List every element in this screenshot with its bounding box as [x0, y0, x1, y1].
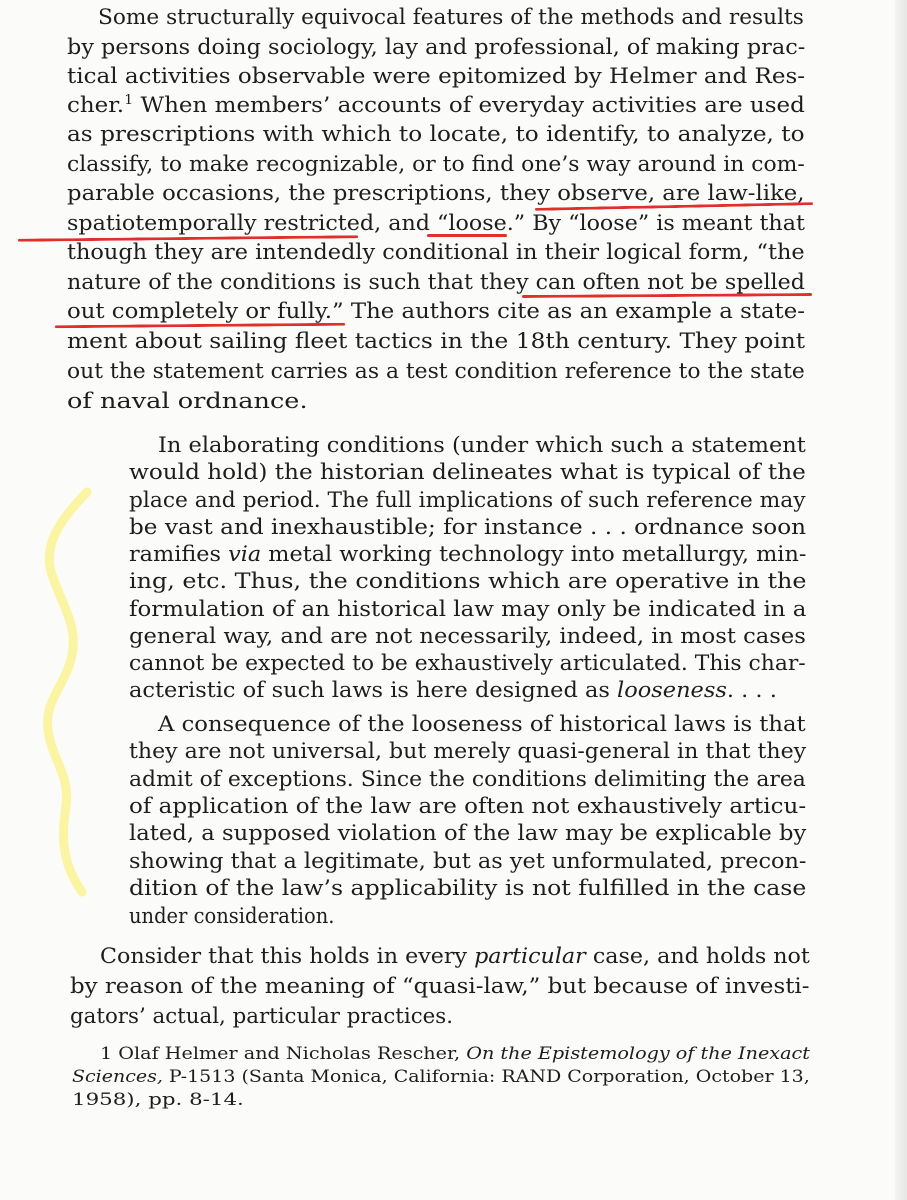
p1-line-4-rest: When members’ accounts of everyday activities are used: [140, 93, 805, 117]
p2-line-1: [100, 943, 810, 970]
p1-line-4: [67, 92, 805, 119]
p1-line-6: classify, to make recognizable, or to find one’s way around in com-: [67, 152, 805, 176]
p2-line-1-rest: case, and holds not: [585, 944, 810, 968]
footnote-authors: Olaf Helmer and Nicholas Rescher,: [112, 1044, 467, 1063]
quote-line-9: cannot be expected to be exhaustively articulated. This char-: [129, 651, 806, 675]
underline-loose: [427, 234, 507, 237]
quote-line-3: place and period. The full implications of such reference may: [129, 488, 806, 512]
p1-line-3: tical activities observable were epitomized by Helmer and Res-: [67, 64, 806, 88]
quote2-line-5: lated, a supposed violation of the law may be explicable by: [129, 821, 807, 845]
footnote-title-part-2: Sciences,: [72, 1067, 163, 1086]
italic-particular: particular: [474, 944, 586, 968]
quote-line-10: [129, 677, 777, 704]
italic-looseness: looseness: [617, 678, 727, 702]
footnote-line-3: 1958), pp. 8-14.: [72, 1090, 244, 1109]
quote-line-10-start: acteristic of such laws is here designed as: [129, 678, 618, 702]
quote2-line-7: dition of the law’s applicability is not fulfilled in the case: [129, 876, 807, 900]
p1-line-7: parable occasions, the prescriptions, they observe, are law-like,: [67, 181, 805, 205]
quote-line-7: formulation of an historical law may only be indicated in a: [129, 597, 807, 621]
p1-line-1: Some structurally equivocal features of the methods and results: [98, 5, 804, 29]
quote2-line-8: under consideration.: [129, 904, 335, 928]
p2-line-3: gators’ actual, particular practices.: [70, 1004, 453, 1028]
quote-line-1: In elaborating conditions (under which such a statement: [158, 433, 806, 457]
footnote-number: 1: [100, 1044, 113, 1063]
quote-line-4: be vast and inexhaustible; for instance . . . ordnance soon: [129, 515, 807, 539]
footnote-line-2: [72, 1066, 810, 1088]
p2-line-1-start: Consider that this holds in every: [100, 944, 475, 968]
p1-line-13: out the statement carries as a test condition reference to the state: [67, 359, 805, 383]
quote2-line-3: admit of exceptions. Since the conditions delimiting the area: [129, 767, 806, 791]
p1-line-8: spatiotemporally restricted, and “loose.” By “loose” is meant that: [67, 211, 805, 235]
p1-line-2: by persons doing sociology, lay and professional, of making prac-: [67, 35, 806, 59]
p1-line-12: ment about sailing fleet tactics in the 18th century. They point: [67, 329, 806, 353]
p1-line-9: though they are intendedly conditional in their logical form, “the: [67, 240, 805, 264]
quote-line-8: general way, and are not necessarily, indeed, in most cases: [129, 624, 806, 648]
quote-line-5: [129, 541, 806, 568]
quote2-line-2: they are not universal, but merely quasi-general in that they: [129, 739, 807, 763]
quote-line-5-rest: metal working technology into metallurgy, min-: [261, 542, 807, 566]
p1-line-5: as prescriptions with which to locate, to identify, to analyze, to: [67, 122, 805, 146]
p1-line-14: of naval ordnance.: [67, 389, 308, 413]
quote2-line-6: showing that a legitimate, but as yet unformulated, precon-: [129, 849, 807, 873]
italic-via: via: [228, 542, 262, 566]
quote2-line-4: of application of the law are often not exhaustively articu-: [129, 794, 807, 818]
quote-line-5-start: ramifies: [129, 542, 229, 566]
page-edge-shadow: [895, 0, 907, 1200]
footnote-title-part-1: On the Epistemology of the Inexact: [466, 1044, 810, 1063]
footnote-line-1: [100, 1043, 810, 1065]
quote-line-6: ing, etc. Thus, the conditions which are operative in the: [129, 569, 807, 593]
quote-line-2: would hold) the historian delineates what is typical of the: [129, 460, 806, 484]
footnote-ref-marker: 1: [124, 93, 134, 108]
quote2-line-1: A consequence of the looseness of historical laws is that: [158, 712, 806, 736]
p1-line-10: nature of the conditions is such that they can often not be spelled: [67, 270, 805, 294]
p1-line-11: out completely or fully.” The authors cite as an example a state-: [67, 299, 805, 323]
p2-line-2: by reason of the meaning of “quasi-law,” but because of investi-: [70, 974, 810, 998]
quote-line-10-end: . . . .: [726, 678, 777, 702]
footnote-publication: P-1513 (Santa Monica, California: RAND Corporation, October 13,: [162, 1067, 810, 1086]
highlighter-stroke: [48, 492, 87, 892]
p1-line-4-start: cher.: [67, 93, 125, 117]
